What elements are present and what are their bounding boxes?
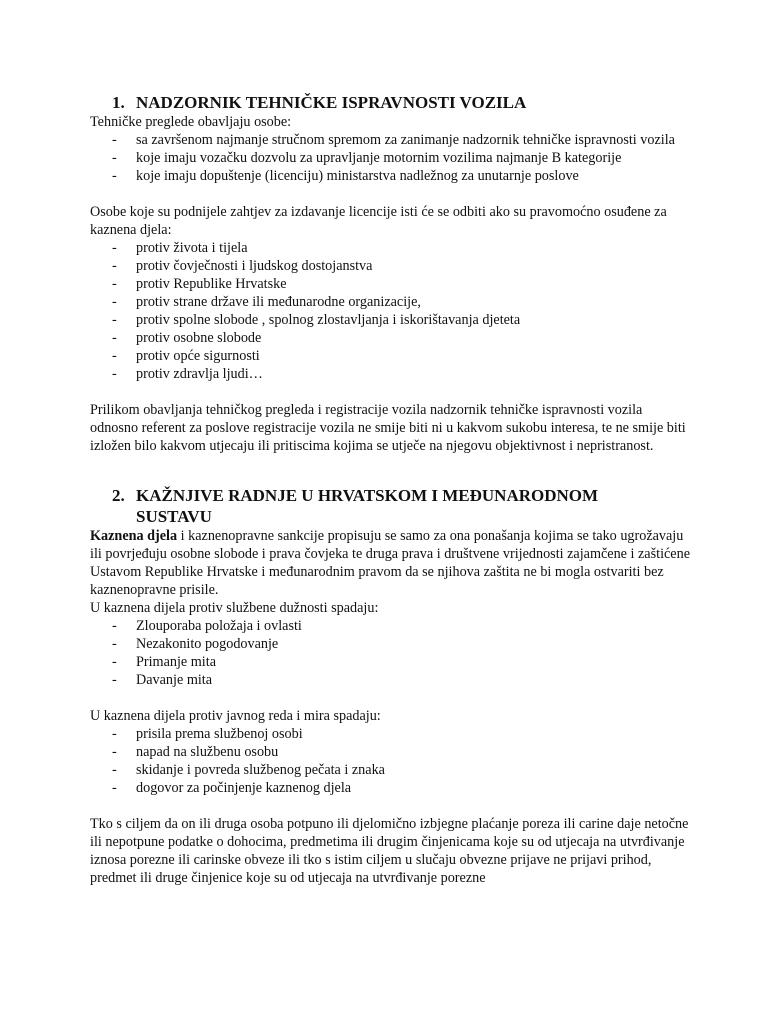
list-item: - skidanje i povreda službenog pečata i znaka — [112, 762, 385, 778]
tax-evasion-paragraph: Tko s ciljem da on ili druga osoba potpuno ili djelomično izbjegne plaćanje poreza ili carine daje netočne ili nepotpune podatke o dohocima, predmetima ili drugim činjenicama koje su od utjecaja na utvrđivanje iznosa porezne ili carinske obveze ili tko s istim ciljem u slučaju obvezne prijave ne prijavi prihod, predmet ili druge činjenice koje su od utjecaja na utvrđivanje porezne — [90, 816, 689, 886]
list-item: - koje imaju dopuštenje (licenciju) ministarstva nadležnog za unutarnje poslove — [112, 168, 579, 184]
list-item: - koje imaju vozačku dozvolu za upravljanje motornim vozilima najmanje B kategorije — [112, 150, 622, 166]
list-item: - protiv osobne slobode — [112, 330, 262, 346]
duty-crimes-intro: U kaznena dijela protiv službene dužnosti spadaju: — [90, 600, 379, 616]
section-1-heading — [112, 92, 690, 113]
list-item: - dogovor za počinjenje kaznenog djela — [112, 780, 352, 796]
section-2-title-line-1: KAŽNJIVE RADNJE U HRVATSKOM I MEĐUNARODNOM — [136, 486, 599, 505]
document-page — [90, 92, 690, 887]
section-1-intro: Tehničke preglede obavljaju osobe: — [90, 114, 292, 130]
section-2-heading — [112, 485, 690, 527]
conflict-of-interest-paragraph: Prilikom obavljanja tehničkog pregleda i registracije vozila nadzornik tehničke ispravnosti vozila odnosno referent za poslove registracije vozila ne smije biti ni u kakvom sukobu interesa, te ne smije biti izložen bilo kakvom utjecaju ili pritiscima kojima se utječe na njegovu objektivnost i nepristranost. — [90, 402, 686, 454]
list-item: - protiv opće sigurnosti — [112, 348, 260, 364]
section-2-number: 2. — [112, 486, 125, 505]
list-item: - protiv strane države ili međunarodne organizacije, — [112, 294, 421, 310]
section-1-title: NADZORNIK TEHNIČKE ISPRAVNOSTI VOZILA — [136, 93, 527, 112]
licence-refusal-paragraph: Osobe koje su podnijele zahtjev za izdavanje licencije isti će se odbiti ako su pravomoćno osuđene za kaznena djela: — [90, 204, 667, 238]
public-order-intro: U kaznena dijela protiv javnog reda i mira spadaju: — [90, 708, 381, 724]
inspector-requirements-list — [90, 131, 690, 185]
criminal-acts-paragraph: Kaznena djela i kaznenopravne sankcije propisuju se samo za ona ponašanja kojima se tako ugrožavaju ili povrjeđuju osobne slobode i prava čovjeka te druga prava i društvene vrijednosti zajamčene i zaštićene Ustavom Republike Hrvatske i međunarodnim pravom da se njihova zaštita ne bi mogla ostvariti bez kaznenopravne prisile. — [90, 528, 690, 598]
list-item: - sa završenom najmanje stručnom spremom za zanimanje nadzornik tehničke ispravnosti vozila — [112, 132, 675, 148]
list-item: - Davanje mita — [112, 672, 213, 688]
list-item: - napad na službenu osobu — [112, 744, 279, 760]
section-2-title-line-2: SUSTAVU — [136, 507, 212, 526]
list-item: - Nezakonito pogodovanje — [112, 636, 279, 652]
section-1-number: 1. — [112, 93, 125, 112]
list-item: - protiv zdravlja ljudi… — [112, 366, 263, 382]
list-item: - prisila prema službenoj osobi — [112, 726, 303, 742]
duty-crimes-list — [90, 617, 690, 689]
list-item: - protiv Republike Hrvatske — [112, 276, 287, 292]
list-item: - Primanje mita — [112, 654, 216, 670]
bold-lead: Kaznena djela — [90, 528, 178, 544]
list-item: - protiv čovječnosti i ljudskog dostojanstva — [112, 258, 373, 274]
list-item: - protiv života i tijela — [112, 240, 248, 256]
list-item: - protiv spolne slobode , spolnog zlostavljanja i iskorištavanja djeteta — [112, 312, 521, 328]
crimes-list — [90, 239, 690, 383]
public-order-list — [90, 725, 690, 797]
list-item: - Zlouporaba položaja i ovlasti — [112, 618, 302, 634]
